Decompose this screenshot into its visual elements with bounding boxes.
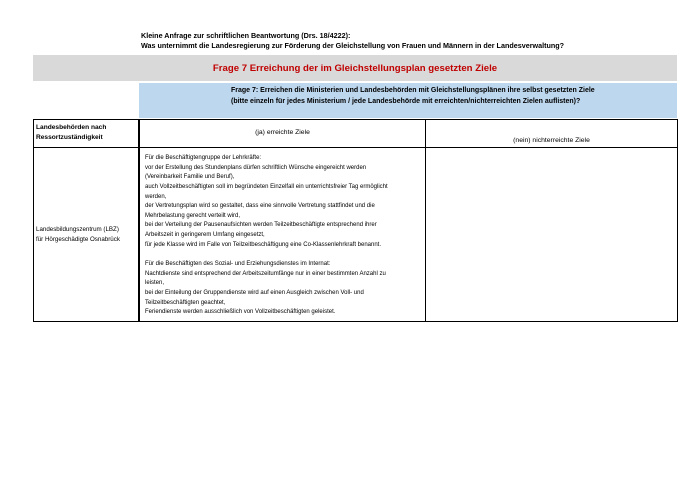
ziel-line: bei der Einteilung der Gruppendienste wird auf einen Ausgleich zwischen Voll- und [145,289,364,296]
document-header-line-1: Kleine Anfrage zur schriftlichen Beantwortung (Drs. 18/4222): [141,31,351,40]
ziel-line: Für die Beschäftigtengruppe der Lehrkräfte: [145,155,262,161]
ziel-line: Feriendienste werden ausschließlich von Vollzeitbeschäftigten geleistet. [145,309,336,316]
ziel-line: Für die Beschäftigten des Sozial- und Erziehungsdienstes im Internat: [145,261,331,268]
ziel-line: vor der Erstellung des Stundenplans dürfen schriftlich Wünsche eingereicht werden [145,164,367,171]
ziel-line: Mehrbelastung gerecht verteilt wird, [145,212,241,219]
document-header-line-2: Was unternimmt die Landesregierung zur Förderung der Gleichstellung von Frauen und Männern in der Landesverwaltung? [141,41,565,50]
column-header-erreicht [139,119,426,148]
ziel-line: leisten, [145,280,165,287]
table-row-behoerde-cell [33,147,139,322]
ziel-line: (Vereinbarkeit Familie und Beruf), [145,174,235,181]
ziel-line: Arbeitszeit in geringerem Umfang eingesetzt, [145,232,265,239]
column-header-behoerden-line-2: Ressortzuständigkeit [36,134,103,141]
column-header-erreicht-label: (ja) erreichte Ziele [255,129,310,136]
column-header-nicht-erreicht [425,119,678,148]
frage-title: Frage 7 Erreichung der im Gleichstellungsplan gesetzten Ziele [212,62,498,74]
behoerde-name-line-1: Landesbildungszentrum (LBZ) [36,226,119,233]
column-header-behoerden-line-1: Landesbehörden nach [36,124,107,131]
ziel-line: werden, [145,193,167,200]
column-header-behoerden [33,119,139,148]
table-row-nicht-erreichte-ziele-cell [425,147,678,322]
frage-title-band [33,55,677,81]
ziel-line [145,250,388,260]
erreichte-ziele-text [145,154,388,318]
ziel-line: der Vertretungsplan wird so gestaltet, dass eine sinnvolle Vertretung stattfindet und die [145,203,375,210]
behoerde-name-line-2: für Hörgeschädigte Osnabrück [36,235,120,243]
column-header-nicht-erreicht-label: (nein) nichterreichte Ziele [513,137,590,144]
ziel-line: bei der Verteilung der Pausenaufsichten werden Teilzeitbeschäftigte entsprechend ihrer [145,222,377,229]
ziel-line: für jede Klasse wird im Falle von Teilzeitbeschäftigung eine Co-Klassenlehrkraft benannt. [145,241,382,248]
ziel-line: Nachtdienste sind entsprechend der Arbeitszeitumfänge nur in einer bestimmten Anzahl zu [145,270,386,277]
ziel-line: auch Vollzeitbeschäftigten soll im begründeten Einzelfall ein unterrichtsfreier Tag ermöglicht [145,183,388,190]
table-row-erreichte-ziele-cell [139,147,426,322]
question-line-1: Frage 7: Erreichen die Ministerien und Landesbehörden mit Gleichstellungsplänen ihre selbst gesetzten Ziele [231,87,595,94]
ziel-line: Teilzeitbeschäftigten geachtet, [145,299,226,306]
question-line-2: (bitte einzeln für jedes Ministerium / jede Landesbehörde mit erreichten/nichterreichten Zielen auflisten)? [231,98,581,105]
